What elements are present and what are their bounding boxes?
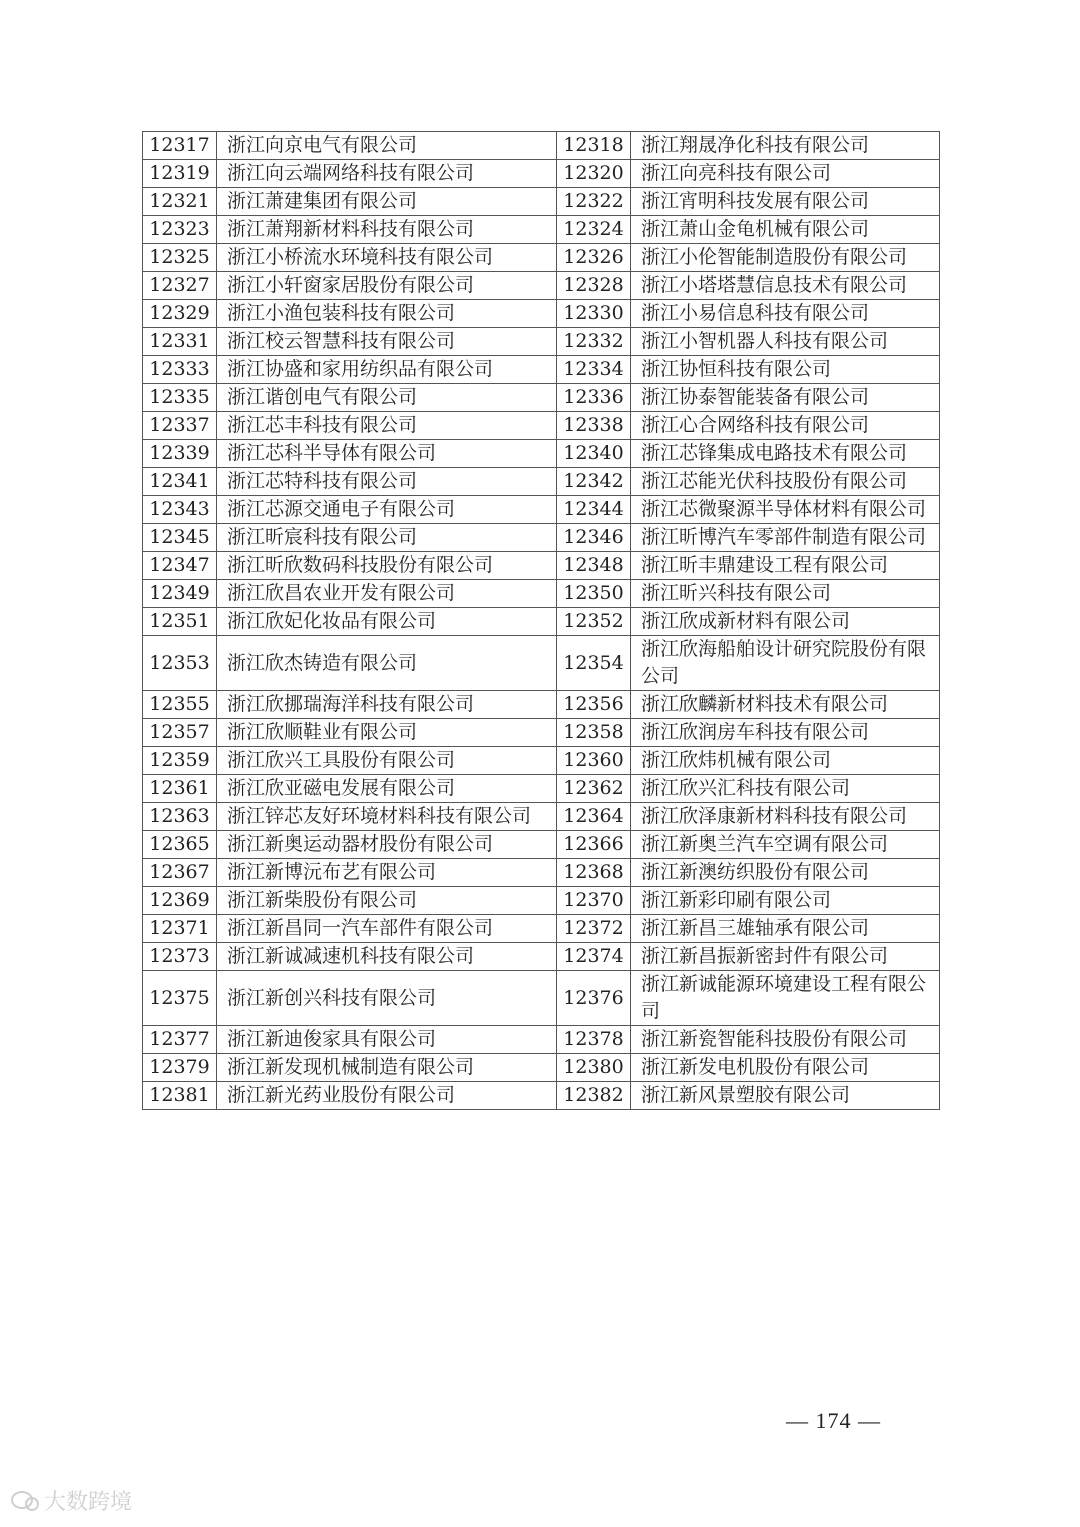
company-number: 12361 xyxy=(143,775,217,803)
company-number: 12319 xyxy=(143,160,217,188)
company-number: 12320 xyxy=(557,160,631,188)
company-name: 浙江芯特科技有限公司 xyxy=(217,468,557,496)
company-number: 12346 xyxy=(557,524,631,552)
company-name: 浙江小塔塔慧信息技术有限公司 xyxy=(631,272,940,300)
table-row xyxy=(143,803,940,831)
company-number: 12350 xyxy=(557,580,631,608)
table-row xyxy=(143,188,940,216)
company-name: 浙江心合网络科技有限公司 xyxy=(631,412,940,440)
company-name: 浙江新发现机械制造有限公司 xyxy=(217,1054,557,1082)
company-number: 12323 xyxy=(143,216,217,244)
company-number: 12369 xyxy=(143,887,217,915)
company-number: 12364 xyxy=(557,803,631,831)
table-row xyxy=(143,440,940,468)
table-row xyxy=(143,216,940,244)
company-number: 12331 xyxy=(143,328,217,356)
company-name: 浙江新彩印刷有限公司 xyxy=(631,887,940,915)
company-number: 12339 xyxy=(143,440,217,468)
table-row xyxy=(143,244,940,272)
company-number: 12349 xyxy=(143,580,217,608)
company-name: 浙江昕宸科技有限公司 xyxy=(217,524,557,552)
company-number: 12326 xyxy=(557,244,631,272)
company-number: 12380 xyxy=(557,1054,631,1082)
company-name: 浙江欣成新材料有限公司 xyxy=(631,608,940,636)
table-row xyxy=(143,524,940,552)
table-row xyxy=(143,384,940,412)
company-number: 12370 xyxy=(557,887,631,915)
company-name: 浙江小伦智能制造股份有限公司 xyxy=(631,244,940,272)
company-number: 12375 xyxy=(143,971,217,1026)
company-number: 12338 xyxy=(557,412,631,440)
page-number: — 174 — xyxy=(786,1408,881,1433)
company-name: 浙江小易信息科技有限公司 xyxy=(631,300,940,328)
company-name: 浙江新昌三雄轴承有限公司 xyxy=(631,915,940,943)
table-row xyxy=(143,132,940,160)
company-number: 12374 xyxy=(557,943,631,971)
company-number: 12371 xyxy=(143,915,217,943)
company-name: 浙江协泰智能装备有限公司 xyxy=(631,384,940,412)
company-number: 12321 xyxy=(143,188,217,216)
company-number: 12333 xyxy=(143,356,217,384)
company-number: 12352 xyxy=(557,608,631,636)
table-row xyxy=(143,496,940,524)
company-name: 浙江欣挪瑞海洋科技有限公司 xyxy=(217,691,557,719)
company-name: 浙江新博沅布艺有限公司 xyxy=(217,859,557,887)
company-name: 浙江小智机器人科技有限公司 xyxy=(631,328,940,356)
company-name: 浙江新诚能源环境建设工程有限公司 xyxy=(631,971,940,1026)
company-name: 浙江新奥运动器材股份有限公司 xyxy=(217,831,557,859)
company-number: 12366 xyxy=(557,831,631,859)
company-name: 浙江协恒科技有限公司 xyxy=(631,356,940,384)
company-name: 浙江小桥流水环境科技有限公司 xyxy=(217,244,557,272)
table-row xyxy=(143,971,940,1026)
company-name: 浙江欣兴工具股份有限公司 xyxy=(217,747,557,775)
company-name: 浙江萧建集团有限公司 xyxy=(217,188,557,216)
speech-bubble-icon xyxy=(10,1490,40,1512)
company-number: 12359 xyxy=(143,747,217,775)
company-name: 浙江谐创电气有限公司 xyxy=(217,384,557,412)
company-name: 浙江欣麟新材料技术有限公司 xyxy=(631,691,940,719)
company-number: 12354 xyxy=(557,636,631,691)
watermark xyxy=(10,1485,132,1516)
company-name: 浙江新瓷智能科技股份有限公司 xyxy=(631,1026,940,1054)
company-number: 12365 xyxy=(143,831,217,859)
company-name: 浙江欣泽康新材料科技有限公司 xyxy=(631,803,940,831)
company-number: 12327 xyxy=(143,272,217,300)
table-row xyxy=(143,412,940,440)
company-number: 12358 xyxy=(557,719,631,747)
table-row xyxy=(143,272,940,300)
company-name: 浙江新柴股份有限公司 xyxy=(217,887,557,915)
company-number: 12325 xyxy=(143,244,217,272)
company-number: 12347 xyxy=(143,552,217,580)
company-number: 12376 xyxy=(557,971,631,1026)
company-name: 浙江向亮科技有限公司 xyxy=(631,160,940,188)
company-name: 浙江欣昌农业开发有限公司 xyxy=(217,580,557,608)
company-number: 12367 xyxy=(143,859,217,887)
company-number: 12318 xyxy=(557,132,631,160)
company-name: 浙江萧山金龟机械有限公司 xyxy=(631,216,940,244)
company-number: 12348 xyxy=(557,552,631,580)
company-name: 浙江小渔包装科技有限公司 xyxy=(217,300,557,328)
company-number: 12362 xyxy=(557,775,631,803)
company-name: 浙江欣顺鞋业有限公司 xyxy=(217,719,557,747)
table-row xyxy=(143,859,940,887)
company-number: 12363 xyxy=(143,803,217,831)
company-name: 浙江新创兴科技有限公司 xyxy=(217,971,557,1026)
company-name: 浙江欣亚磁电发展有限公司 xyxy=(217,775,557,803)
company-name: 浙江锌芯友好环境材料科技有限公司 xyxy=(217,803,557,831)
company-number: 12329 xyxy=(143,300,217,328)
company-name: 浙江昕兴科技有限公司 xyxy=(631,580,940,608)
company-name: 浙江新诚减速机科技有限公司 xyxy=(217,943,557,971)
company-name: 浙江新昌振新密封件有限公司 xyxy=(631,943,940,971)
company-name: 浙江新昌同一汽车部件有限公司 xyxy=(217,915,557,943)
company-name: 浙江欣润房车科技有限公司 xyxy=(631,719,940,747)
company-number: 12343 xyxy=(143,496,217,524)
company-number: 12328 xyxy=(557,272,631,300)
table-row xyxy=(143,328,940,356)
company-name: 浙江小轩窗家居股份有限公司 xyxy=(217,272,557,300)
company-name: 浙江欣炜机械有限公司 xyxy=(631,747,940,775)
table-row xyxy=(143,636,940,691)
table-row xyxy=(143,719,940,747)
company-number: 12373 xyxy=(143,943,217,971)
company-number: 12341 xyxy=(143,468,217,496)
watermark-text: 大数跨境 xyxy=(44,1490,133,1515)
table-row xyxy=(143,775,940,803)
company-number: 12382 xyxy=(557,1082,631,1110)
company-name: 浙江新迪俊家具有限公司 xyxy=(217,1026,557,1054)
table-row xyxy=(143,300,940,328)
company-name: 浙江萧翔新材料科技有限公司 xyxy=(217,216,557,244)
company-number: 12344 xyxy=(557,496,631,524)
company-number: 12351 xyxy=(143,608,217,636)
company-number: 12353 xyxy=(143,636,217,691)
table-row xyxy=(143,468,940,496)
table-row xyxy=(143,691,940,719)
company-number: 12379 xyxy=(143,1054,217,1082)
company-name: 浙江芯科半导体有限公司 xyxy=(217,440,557,468)
company-number: 12372 xyxy=(557,915,631,943)
company-name: 浙江欣杰铸造有限公司 xyxy=(217,636,557,691)
table-row xyxy=(143,1026,940,1054)
company-number: 12342 xyxy=(557,468,631,496)
table-row xyxy=(143,1054,940,1082)
company-number: 12317 xyxy=(143,132,217,160)
table-row xyxy=(143,831,940,859)
company-name: 浙江昕欣数码科技股份有限公司 xyxy=(217,552,557,580)
company-name: 浙江昕博汽车零部件制造有限公司 xyxy=(631,524,940,552)
table-row xyxy=(143,552,940,580)
company-number: 12368 xyxy=(557,859,631,887)
table-row xyxy=(143,160,940,188)
company-number: 12335 xyxy=(143,384,217,412)
company-name: 浙江新光药业股份有限公司 xyxy=(217,1082,557,1110)
company-name: 浙江芯锋集成电路技术有限公司 xyxy=(631,440,940,468)
company-number: 12355 xyxy=(143,691,217,719)
company-name: 浙江新澳纺织股份有限公司 xyxy=(631,859,940,887)
table-row xyxy=(143,747,940,775)
company-number: 12340 xyxy=(557,440,631,468)
company-number: 12345 xyxy=(143,524,217,552)
company-name: 浙江协盛和家用纺织品有限公司 xyxy=(217,356,557,384)
company-number: 12332 xyxy=(557,328,631,356)
company-number: 12322 xyxy=(557,188,631,216)
company-number: 12334 xyxy=(557,356,631,384)
company-name: 浙江芯丰科技有限公司 xyxy=(217,412,557,440)
company-name: 浙江翔晟净化科技有限公司 xyxy=(631,132,940,160)
table-row xyxy=(143,943,940,971)
company-number: 12360 xyxy=(557,747,631,775)
company-number: 12324 xyxy=(557,216,631,244)
table-row xyxy=(143,1082,940,1110)
company-name: 浙江校云智慧科技有限公司 xyxy=(217,328,557,356)
company-number: 12330 xyxy=(557,300,631,328)
company-number: 12378 xyxy=(557,1026,631,1054)
table-row xyxy=(143,608,940,636)
table-row xyxy=(143,915,940,943)
company-list-table xyxy=(142,131,940,1110)
company-name: 浙江昕丰鼎建设工程有限公司 xyxy=(631,552,940,580)
company-name: 浙江向云端网络科技有限公司 xyxy=(217,160,557,188)
company-number: 12337 xyxy=(143,412,217,440)
company-name: 浙江芯微聚源半导体材料有限公司 xyxy=(631,496,940,524)
company-name: 浙江芯能光伏科技股份有限公司 xyxy=(631,468,940,496)
company-name: 浙江新奥兰汽车空调有限公司 xyxy=(631,831,940,859)
company-name: 浙江欣兴汇科技有限公司 xyxy=(631,775,940,803)
table-row xyxy=(143,887,940,915)
table-row xyxy=(143,356,940,384)
company-number: 12357 xyxy=(143,719,217,747)
company-name: 浙江芯源交通电子有限公司 xyxy=(217,496,557,524)
company-number: 12336 xyxy=(557,384,631,412)
company-name: 浙江宵明科技发展有限公司 xyxy=(631,188,940,216)
company-number: 12356 xyxy=(557,691,631,719)
company-name: 浙江欣海船舶设计研究院股份有限公司 xyxy=(631,636,940,691)
company-number: 12377 xyxy=(143,1026,217,1054)
company-number: 12381 xyxy=(143,1082,217,1110)
company-name: 浙江欣妃化妆品有限公司 xyxy=(217,608,557,636)
table-row xyxy=(143,580,940,608)
company-name: 浙江新风景塑胶有限公司 xyxy=(631,1082,940,1110)
company-name: 浙江向京电气有限公司 xyxy=(217,132,557,160)
company-name: 浙江新发电机股份有限公司 xyxy=(631,1054,940,1082)
